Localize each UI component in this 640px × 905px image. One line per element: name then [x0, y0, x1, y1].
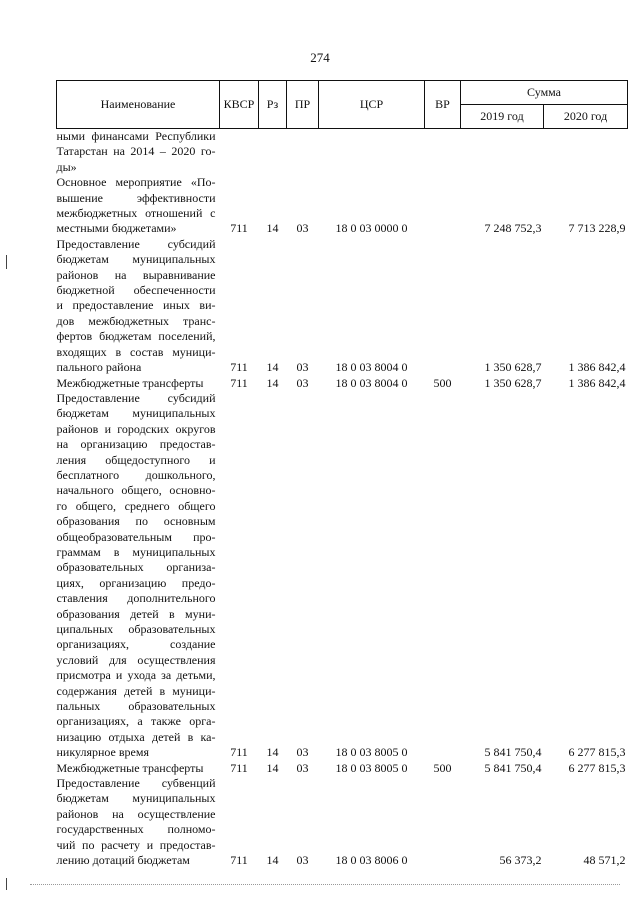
cell-rz: [259, 129, 287, 176]
row-name: [57, 761, 220, 776]
row-name-line: районов и городских округов: [56, 421, 216, 436]
header-2019: 2019 год: [461, 105, 544, 129]
row-name-line: местными бюджетами»: [56, 221, 177, 236]
row-name-line: ды»: [56, 159, 77, 174]
cell-kvsr: 711: [230, 760, 248, 775]
cell-rz: 14: [266, 375, 279, 390]
cell-y2019: 7 248 752,3: [484, 221, 542, 236]
cell-pr: 03: [296, 221, 309, 236]
table-header: [57, 81, 628, 129]
row-name-line: дов межбюджетных транс-: [56, 313, 216, 328]
header-rz: Рз: [259, 81, 287, 129]
row-name-line: Предоставление субвенций: [56, 776, 216, 791]
cell-pr: [287, 129, 319, 176]
cell-kvsr: 711: [230, 375, 248, 390]
row-name-line: Межбюджетные трансферты: [56, 760, 204, 775]
table-row: [57, 761, 628, 776]
cell-csr: [319, 129, 425, 176]
cell-kvsr: 711: [230, 221, 248, 236]
row-name-line: го общего, среднего общего: [56, 498, 216, 513]
cell-kvsr: 711: [230, 853, 248, 868]
row-name-line: образования по основным: [56, 514, 216, 529]
cell-y2019: 1 350 628,7: [484, 360, 542, 375]
cell-vr: 500: [433, 375, 452, 390]
budget-table-container: [56, 80, 627, 869]
row-name-line: ления общедоступного и: [56, 452, 216, 467]
row-name-line: образования детей в муни-: [56, 606, 216, 621]
bottom-dotted-line: [30, 884, 620, 885]
row-name-line: межбюджетных отношений с: [56, 206, 216, 221]
row-name-line: бесплатного дошкольного,: [56, 467, 216, 482]
header-csr: ЦСР: [319, 81, 425, 129]
header-sum: Сумма: [461, 81, 628, 105]
row-name-line: присмотра и ухода за детьми,: [56, 668, 216, 683]
row-name: [57, 776, 220, 868]
cell-pr: 03: [296, 760, 309, 775]
table-row: [57, 129, 628, 176]
cell-vr: [425, 129, 461, 176]
cell-kvsr: 711: [230, 745, 248, 760]
cell-pr: 03: [296, 360, 309, 375]
cell-y2019: 5 841 750,4: [484, 760, 542, 775]
row-name-line: содержания детей в муници-: [56, 683, 216, 698]
row-name-line: государственных полномо-: [56, 822, 216, 837]
row-name-line: ципальных образовательных: [56, 622, 216, 636]
row-name-line: низацию отдыха детей в ка-: [56, 729, 216, 744]
row-name-line: организациях, а также орга-: [56, 714, 216, 729]
row-name-line: Татарстан на 2014 – 2020 го-: [56, 144, 216, 159]
table-row: [57, 776, 628, 868]
cell-y2020: 7 713 228,9: [568, 221, 626, 236]
cell-pr: 03: [296, 745, 309, 760]
header-vr: ВР: [425, 81, 461, 129]
row-name-line: образовательных организа-: [56, 560, 216, 575]
cell-y2020: 48 571,2: [583, 853, 626, 868]
row-name: [57, 129, 220, 176]
header-2020: 2020 год: [544, 105, 628, 129]
row-name-line: лению дотаций бюджетам: [56, 853, 190, 868]
row-name-line: фертов бюджетам поселений,: [56, 329, 216, 344]
cell-kvsr: 711: [230, 360, 248, 375]
table-body: [57, 129, 628, 869]
row-name: [57, 237, 220, 376]
page-number: 274: [310, 50, 330, 65]
row-name-line: никулярное время: [56, 745, 149, 760]
cell-y2019: 56 373,2: [499, 853, 542, 868]
cell-csr: 18 0 03 8004 0: [335, 360, 408, 375]
cell-kvsr: [220, 129, 259, 176]
cell-y2019: 5 841 750,4: [484, 745, 542, 760]
row-name-line: ными финансами Республики: [56, 129, 216, 143]
row-name-line: пальных образовательных: [56, 699, 216, 714]
cell-y2019: [461, 129, 544, 176]
cell-rz: 14: [266, 853, 279, 868]
cell-y2020: [544, 129, 628, 176]
row-name-line: бюджетам муниципальных: [56, 791, 216, 806]
cell-rz: 14: [266, 760, 279, 775]
row-name: [57, 175, 220, 237]
cell-vr: [425, 391, 461, 761]
cell-y2019: 1 350 628,7: [484, 375, 542, 390]
margin-mark: [6, 878, 7, 890]
row-name: [57, 391, 220, 761]
cell-pr: 03: [296, 853, 309, 868]
row-name-line: условий для осуществления: [56, 652, 216, 667]
cell-y2020: 6 277 815,3: [568, 760, 626, 775]
table-row: [57, 376, 628, 391]
margin-mark: [6, 255, 7, 269]
table-row: [57, 391, 628, 761]
row-name-line: бюджетной обеспеченности: [56, 283, 216, 298]
row-name-line: циях, организацию предо-: [56, 575, 216, 590]
cell-rz: 14: [266, 360, 279, 375]
cell-vr: [425, 175, 461, 237]
row-name-line: на организацию предостав-: [56, 437, 216, 452]
cell-vr: [425, 776, 461, 868]
row-name-line: и предоставление иных ви-: [56, 298, 216, 313]
cell-y2020: 1 386 842,4: [568, 375, 626, 390]
cell-csr: 18 0 03 8006 0: [335, 853, 408, 868]
row-name-line: Предоставление субсидий: [56, 390, 216, 405]
cell-vr: 500: [433, 760, 452, 775]
cell-csr: 18 0 03 8004 0: [335, 375, 408, 390]
header-name: Наименование: [57, 81, 220, 129]
row-name-line: входящих в состав муници-: [56, 344, 216, 359]
row-name-line: ставления дополнительного: [56, 591, 216, 606]
row-name-line: Основное мероприятие «По-: [56, 175, 216, 190]
header-kvsr: КВСР: [220, 81, 259, 129]
row-name-line: районов на осуществление: [56, 806, 216, 821]
row-name-line: организациях, создание: [56, 637, 216, 652]
row-name-line: пального района: [56, 360, 142, 375]
row-name-line: бюджетам муниципальных: [56, 252, 216, 267]
row-name-line: бюджетам муниципальных: [56, 406, 216, 421]
cell-y2020: 6 277 815,3: [568, 745, 626, 760]
cell-pr: 03: [296, 375, 309, 390]
row-name-line: начального общего, основно-: [56, 483, 216, 498]
cell-csr: 18 0 03 8005 0: [335, 760, 408, 775]
row-name-line: районов на выравнивание: [56, 267, 216, 282]
cell-vr: [425, 237, 461, 376]
cell-csr: 18 0 03 0000 0: [335, 221, 408, 236]
header-pr: ПР: [287, 81, 319, 129]
row-name: [57, 376, 220, 391]
row-name-line: вышение эффективности: [56, 190, 216, 205]
cell-rz: 14: [266, 745, 279, 760]
cell-csr: 18 0 03 8005 0: [335, 745, 408, 760]
table-row: [57, 175, 628, 237]
row-name-line: общеобразовательным про-: [56, 529, 216, 544]
row-name-line: чий по расчету и предостав-: [56, 837, 216, 852]
cell-y2020: 1 386 842,4: [568, 360, 626, 375]
table-row: [57, 237, 628, 376]
cell-rz: 14: [266, 221, 279, 236]
budget-table: [56, 80, 628, 869]
row-name-line: Предоставление субсидий: [56, 236, 216, 251]
row-name-line: граммам в муниципальных: [56, 544, 216, 559]
row-name-line: Межбюджетные трансферты: [56, 375, 204, 390]
